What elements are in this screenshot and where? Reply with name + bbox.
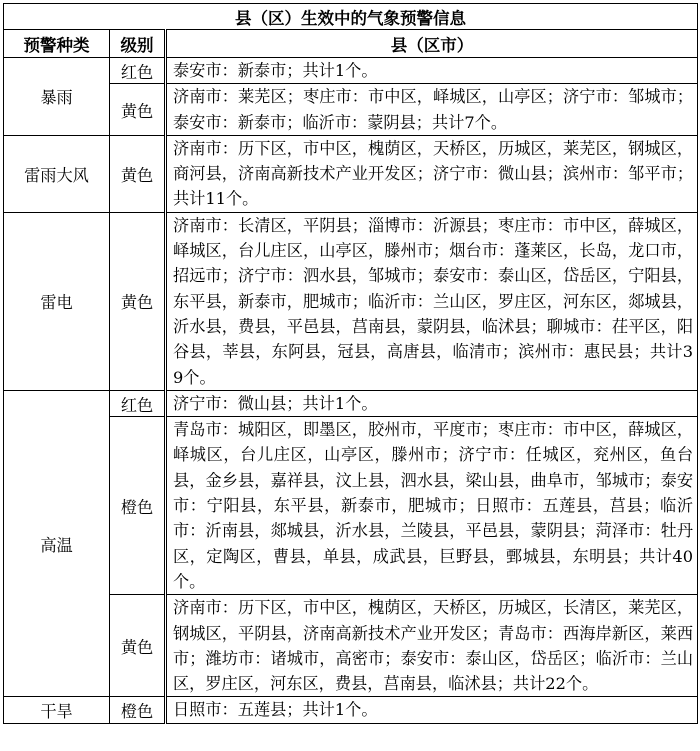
warning-type-cell: 高温 [4,390,110,697]
header-level: 级别 [110,30,166,58]
warning-level-cell: 黄色 [110,135,166,212]
warning-type-cell: 雷电 [4,212,110,390]
warning-level-cell: 红色 [110,58,166,84]
table-row [4,212,698,390]
table-row [4,58,698,84]
warning-level-cell: 红色 [110,390,166,416]
warning-level-cell: 橙色 [110,417,166,595]
warning-area-cell: 日照市：五莲县；共计1个。 [166,697,698,723]
header-area: 县（区市） [166,30,698,58]
warning-level-cell: 黄色 [110,84,166,136]
header-type: 预警种类 [4,30,110,58]
table-row [4,390,698,416]
warning-level-cell: 橙色 [110,697,166,723]
warning-type-cell: 暴雨 [4,58,110,136]
table-row [4,135,698,212]
warning-area-cell: 济宁市：微山县；共计1个。 [166,390,698,416]
table-row [4,697,698,723]
warning-type-cell: 干旱 [4,697,110,723]
warning-area-cell: 济南市：历下区，市中区，槐荫区，天桥区，历城区，莱芜区，钢城区，商河县，济南高新技术产业开发区；济宁市：微山县；滨州市：邹平市；共计11个。 [166,135,698,212]
caption-row [4,4,698,30]
warning-area-cell: 青岛市：城阳区，即墨区，胶州市，平度市；枣庄市：市中区，薛城区，峄城区，台儿庄区，山亭区，滕州市；济宁市：任城区，兖州区，鱼台县，金乡县，嘉祥县，汶上县，泗水县，梁山县，曲阜市，邹城市；泰安市：宁阳县，东平县，新泰市，肥城市；日照市：五莲县，莒县；临沂市：沂南县，郯城县，沂水县，兰陵县，平邑县，蒙阴县；菏泽市：牡丹区，定陶区，曹县，单县，成武县，巨野县，鄄城县，东明县；共计40个。 [166,417,698,595]
warning-area-cell: 济南市：长清区，平阴县；淄博市：沂源县；枣庄市：市中区，薛城区，峄城区，台儿庄区，山亭区，滕州市；烟台市：蓬莱区，长岛，龙口市，招远市；济宁市：泗水县，邹城市；泰安市：泰山区，岱岳区，宁阳县，东平县，新泰市，肥城市；临沂市：兰山区，罗庄区，河东区，郯城县，沂水县，费县，平邑县，莒南县，蒙阴县，临沭县；聊城市：茌平区，阳谷县，莘县，东阿县，冠县，高唐县，临清市；滨州市：惠民县；共计39个。 [166,212,698,390]
warning-level-cell: 黄色 [110,595,166,697]
warning-area-cell: 济南市：历下区，市中区，槐荫区，天桥区，历城区，长清区，莱芜区，钢城区，平阴县，济南高新技术产业开发区；青岛市：西海岸新区，莱西市；潍坊市：诸城市，高密市；泰安市：泰山区，岱岳区；临沂市：兰山区，罗庄区，河东区，费县，莒南县，临沭县；共计22个。 [166,595,698,697]
warning-type-cell: 雷雨大风 [4,135,110,212]
table-caption: 县（区）生效中的气象预警信息 [4,4,698,30]
warning-level-cell: 黄色 [110,212,166,390]
header-row [4,30,698,58]
warning-area-cell: 济南市：莱芜区；枣庄市：市中区，峄城区，山亭区；济宁市：邹城市；泰安市：新泰市；临沂市：蒙阴县；共计7个。 [166,84,698,136]
warning-area-cell: 泰安市：新泰市；共计1个。 [166,58,698,84]
warning-table [3,3,698,724]
